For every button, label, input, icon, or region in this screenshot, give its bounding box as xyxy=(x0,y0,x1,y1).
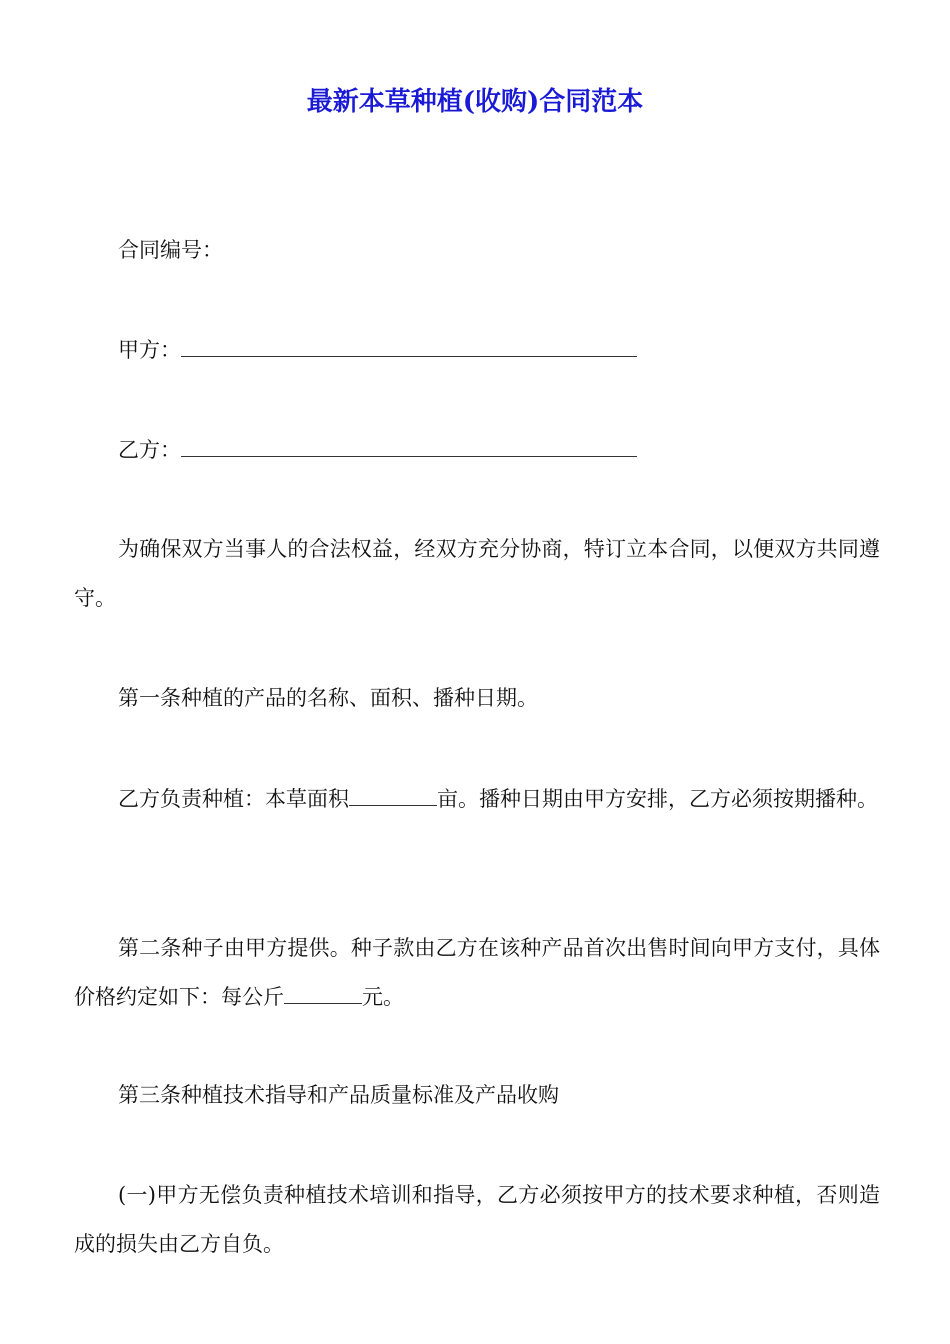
article-2-paragraph xyxy=(74,924,880,1022)
article-1-heading: 第一条种植的产品的名称、面积、播种日期。 xyxy=(118,686,538,710)
party-a-blank xyxy=(181,334,637,357)
article-1-body xyxy=(74,775,880,824)
area-blank xyxy=(349,783,437,806)
intro-paragraph: 为确保双方当事人的合法权益，经双方充分协商，特订立本合同，以便双方共同遵守。 xyxy=(74,537,880,610)
article-3-item-1: (一)甲方无偿负责种植技术培训和指导，乙方必须按甲方的技术要求种植，否则造成的损失由乙方自负。 xyxy=(74,1183,880,1256)
contract-number-label: 合同编号： xyxy=(118,238,223,262)
party-b-label: 乙方： xyxy=(118,438,181,462)
party-b-blank xyxy=(181,434,637,457)
article-2-pre: 第二条种子由甲方提供。种子款由乙方在该种产品首次出售时间向甲方支付，具体价格约定如下：每公斤 xyxy=(74,936,880,1009)
article-2-post: 元。 xyxy=(362,985,404,1009)
contract-number-line xyxy=(74,226,880,275)
article-3-heading: 第三条种植技术指导和产品质量标准及产品收购 xyxy=(118,1083,559,1107)
document-title: 最新本草种植(收购)合同范本 xyxy=(306,87,644,117)
party-a-line xyxy=(74,326,880,375)
article-1-body-post: 亩。播种日期由甲方安排，乙方必须按期播种。 xyxy=(437,787,878,811)
price-blank xyxy=(284,981,362,1004)
article-1-body-pre: 乙方负责种植：本草面积 xyxy=(118,787,349,811)
party-a-label: 甲方： xyxy=(118,338,181,362)
party-b-line xyxy=(74,426,880,475)
